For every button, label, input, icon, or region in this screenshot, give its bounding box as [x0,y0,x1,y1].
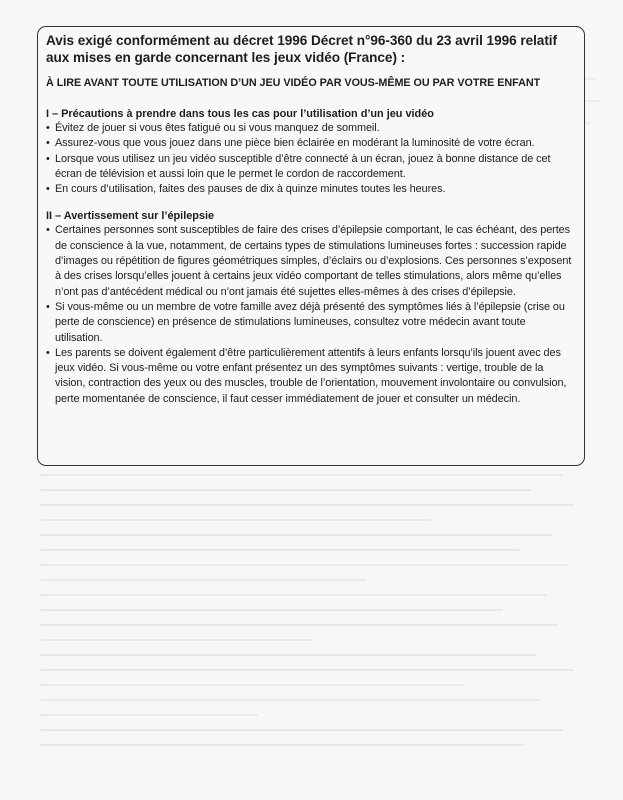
list-item-text: Lorsque vous utilisez un jeu vidéo susceptible d’être connecté à un écran, jouez à bonne distance de cet écran de télévision et aussi loin que le permet le cordon de raccordement. [55,152,551,180]
bullet-glyph: • [46,224,50,237]
section-heading: II – Avertissement sur l’épilepsie [46,210,215,223]
list-item [46,136,574,151]
bullet-glyph: • [46,152,50,165]
bullet-glyph: • [46,346,50,359]
section-heading: I – Précautions à prendre dans tous les cas pour l’utilisation d’un jeu vidéo [46,108,434,120]
bullet-glyph: • [46,183,50,196]
bullet-list [46,121,574,197]
list-item [46,121,574,136]
list-item [46,152,574,183]
list-item-text: En cours d’utilisation, faites des pauses de dix à quinze minutes toutes les heures. [55,183,446,196]
bullet-list [46,223,574,407]
bullet-glyph: • [46,122,50,134]
section-epilepsy-warning [46,209,574,407]
list-item [46,182,574,197]
list-item [46,300,574,346]
list-item-text: Évitez de jouer si vous êtes fatigué ou si vous manquez de sommeil. [55,122,380,134]
notice-title: Avis exigé conformément au décret 1996 Décret n°96-360 du 23 avril 1996 relatif aux mises en garde concernant les jeux vidéo (France) : [46,33,557,65]
list-item-text: Certaines personnes sont susceptibles de faire des crises d’épilepsie comportant, le cas échéant, des pertes de conscience à la vue, notamment, de certains types de stimulations lumineuses fortes : succession rapide d’images ou répétition de figures géométriques simples, d’éclairs ou d’explosions. Ces personnes s’exposent à des crises lorsqu’elles jouent à certains jeux vidéo comportant de telles stimulations, alors même qu’elles n’ont pas d’antécédent médical ou n’ont jamais été sujettes elles-mêmes à des crises d’épilepsie. [55,224,572,298]
list-item [46,346,574,407]
notice-subtitle: À LIRE AVANT TOUTE UTILISATION D’UN JEU VIDÉO PAR VOUS-MÊME OU PAR VOTRE ENFANT [46,77,541,89]
bullet-glyph: • [46,300,50,313]
list-item-text: Assurez-vous que vous jouez dans une pièce bien éclairée en modérant la luminosité de votre écran. [55,137,535,150]
list-item [46,223,574,299]
section-precautions [46,107,574,197]
list-item-text: Si vous-même ou un membre de votre famille avez déjà présenté des symptômes liés à l’épilepsie (crise ou perte de conscience) en présence de stimulations lumineuses, consultez votre médecin avant toute utilisation. [55,300,565,344]
list-item-text: Les parents se doivent également d’être particulièrement attentifs à leurs enfants lorsqu’ils jouent avec des jeux vidéo. Si vous-même ou votre enfant présentez un des symptômes suivants : vertige, trouble de la vision, contraction des yeux ou des muscles, trouble de l’orientation, mouvement involontaire ou convulsion, perte momentanée de conscience, il faut cesser immédiatement de jouer et consulter un médecin. [55,346,567,405]
show-through-text-lower [40,474,585,774]
bullet-glyph: • [46,137,50,150]
warning-notice-box [37,26,585,466]
